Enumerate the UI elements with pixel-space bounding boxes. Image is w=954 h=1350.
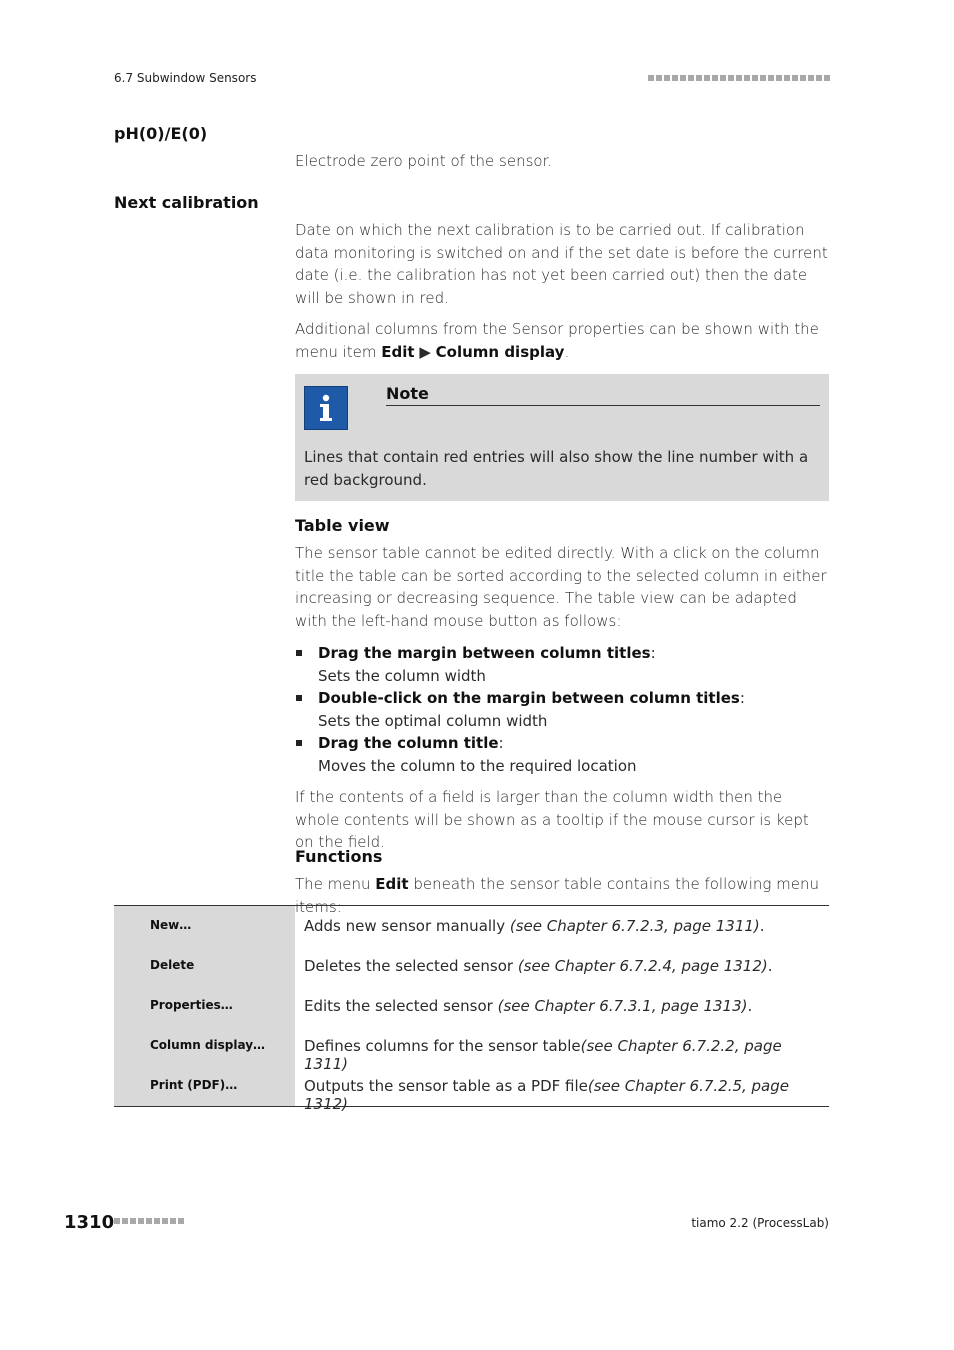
table-row <box>114 1026 829 1073</box>
functions-intro-edit: Edit <box>375 875 409 893</box>
chapter-ref: (see Chapter 6.7.3.1, page 1313) <box>497 997 748 1015</box>
menu-item-properties: Properties… <box>114 986 295 1026</box>
list-item: Drag the margin between column titles: Sets the column width <box>295 642 829 687</box>
menu-item-column-display: Column display… <box>114 1026 295 1066</box>
list-item-bold: Double-click on the margin between column titles <box>318 689 740 707</box>
term-ph-description: Electrode zero point of the sensor. <box>295 152 553 170</box>
table-view-intro: The sensor table cannot be edited directly. With a click on the column title the table can be sorted according to the selected column in either increasing or decreasing sequence. The table view can be adapted with the left-hand mouse button as follows: <box>295 544 827 630</box>
product-name: tiamo 2.2 (ProcessLab) <box>691 1216 829 1230</box>
menu-edit: Edit <box>381 342 415 361</box>
note-box <box>295 374 829 501</box>
page-number: 1310 <box>64 1212 115 1233</box>
menu-item-description: Edits the selected sensor (see Chapter 6.7.3.1, page 1313). <box>304 997 753 1015</box>
bullet-icon <box>296 740 302 746</box>
chapter-ref: (see Chapter 6.7.2.3, page 1311) <box>509 917 760 935</box>
functions-table <box>114 905 829 1113</box>
menu-item-new: New… <box>114 906 295 946</box>
sentence-end: . <box>564 342 570 361</box>
menu-item-delete: Delete <box>114 946 295 986</box>
header-decoration <box>648 71 830 83</box>
menu-item-description: Deletes the selected sensor (see Chapter 6.7.2.4, page 1312). <box>304 957 773 975</box>
functions-heading: Functions <box>295 847 383 866</box>
menu-item-description: Adds new sensor manually (see Chapter 6.7.2.3, page 1311). <box>304 917 765 935</box>
menu-column-display: Column display <box>435 342 565 361</box>
table-row <box>114 986 829 1026</box>
list-item-desc: Sets the column width <box>318 666 486 685</box>
list-item-bold: Drag the margin between column titles <box>318 644 651 662</box>
table-row <box>114 946 829 986</box>
table-row <box>114 1066 829 1113</box>
running-header: 6.7 Subwindow Sensors <box>114 71 257 85</box>
tooltip-paragraph: If the contents of a field is larger than the column width then the whole contents will be shown as a tooltip if the mouse cursor is kept on the field. <box>295 788 809 851</box>
term-next-calibration-title: Next calibration <box>114 193 259 212</box>
menu-item-description: Defines columns for the sensor table(see Chapter 6.7.2.2, page 1311) <box>304 1037 782 1073</box>
list-item-desc: Moves the column to the required location <box>318 756 637 775</box>
chapter-ref: (see Chapter 6.7.2.2, page 1311) <box>304 1037 782 1073</box>
table-view-heading: Table view <box>295 516 390 535</box>
list-item-desc: Sets the optimal column width <box>318 711 548 730</box>
list-item: Double-click on the margin between column titles: Sets the optimal column width <box>295 687 829 732</box>
menu-item-description: Outputs the sensor table as a PDF file(see Chapter 6.7.2.5, page 1312) <box>304 1077 789 1113</box>
chapter-ref: (see Chapter 6.7.2.4, page 1312) <box>517 957 768 975</box>
table-view-list <box>295 642 829 777</box>
table-row <box>114 906 829 946</box>
note-text: Lines that contain red entries will also show the line number with a red background. <box>304 448 809 489</box>
note-title: Note <box>386 384 820 406</box>
functions-intro-pre: The menu <box>295 875 376 893</box>
additional-columns-text: Additional columns from the Sensor properties can be shown with the menu item <box>295 320 819 361</box>
menu-arrow: ▶ <box>414 342 436 361</box>
menu-item-print-pdf: Print (PDF)… <box>114 1066 295 1106</box>
bullet-icon <box>296 650 302 656</box>
functions-intro-post: beneath the sensor table contains the following menu items: <box>295 875 819 916</box>
list-item: Drag the column title: Moves the column to the required location <box>295 732 829 777</box>
info-icon <box>304 386 348 430</box>
term-ph-title: pH(0)/E(0) <box>114 124 208 143</box>
chapter-ref: (see Chapter 6.7.2.5, page 1312) <box>304 1077 789 1113</box>
footer-decoration <box>114 1214 184 1224</box>
term-next-calibration-description: Date on which the next calibration is to be carried out. If calibration data monitoring is switched on and if the set date is before the current date (i.e. the calibration has not yet been carried out) then the date will be shown in red. <box>295 221 828 307</box>
additional-columns-paragraph <box>295 318 829 363</box>
list-item-bold: Drag the column title <box>318 734 499 752</box>
bullet-icon <box>296 695 302 701</box>
